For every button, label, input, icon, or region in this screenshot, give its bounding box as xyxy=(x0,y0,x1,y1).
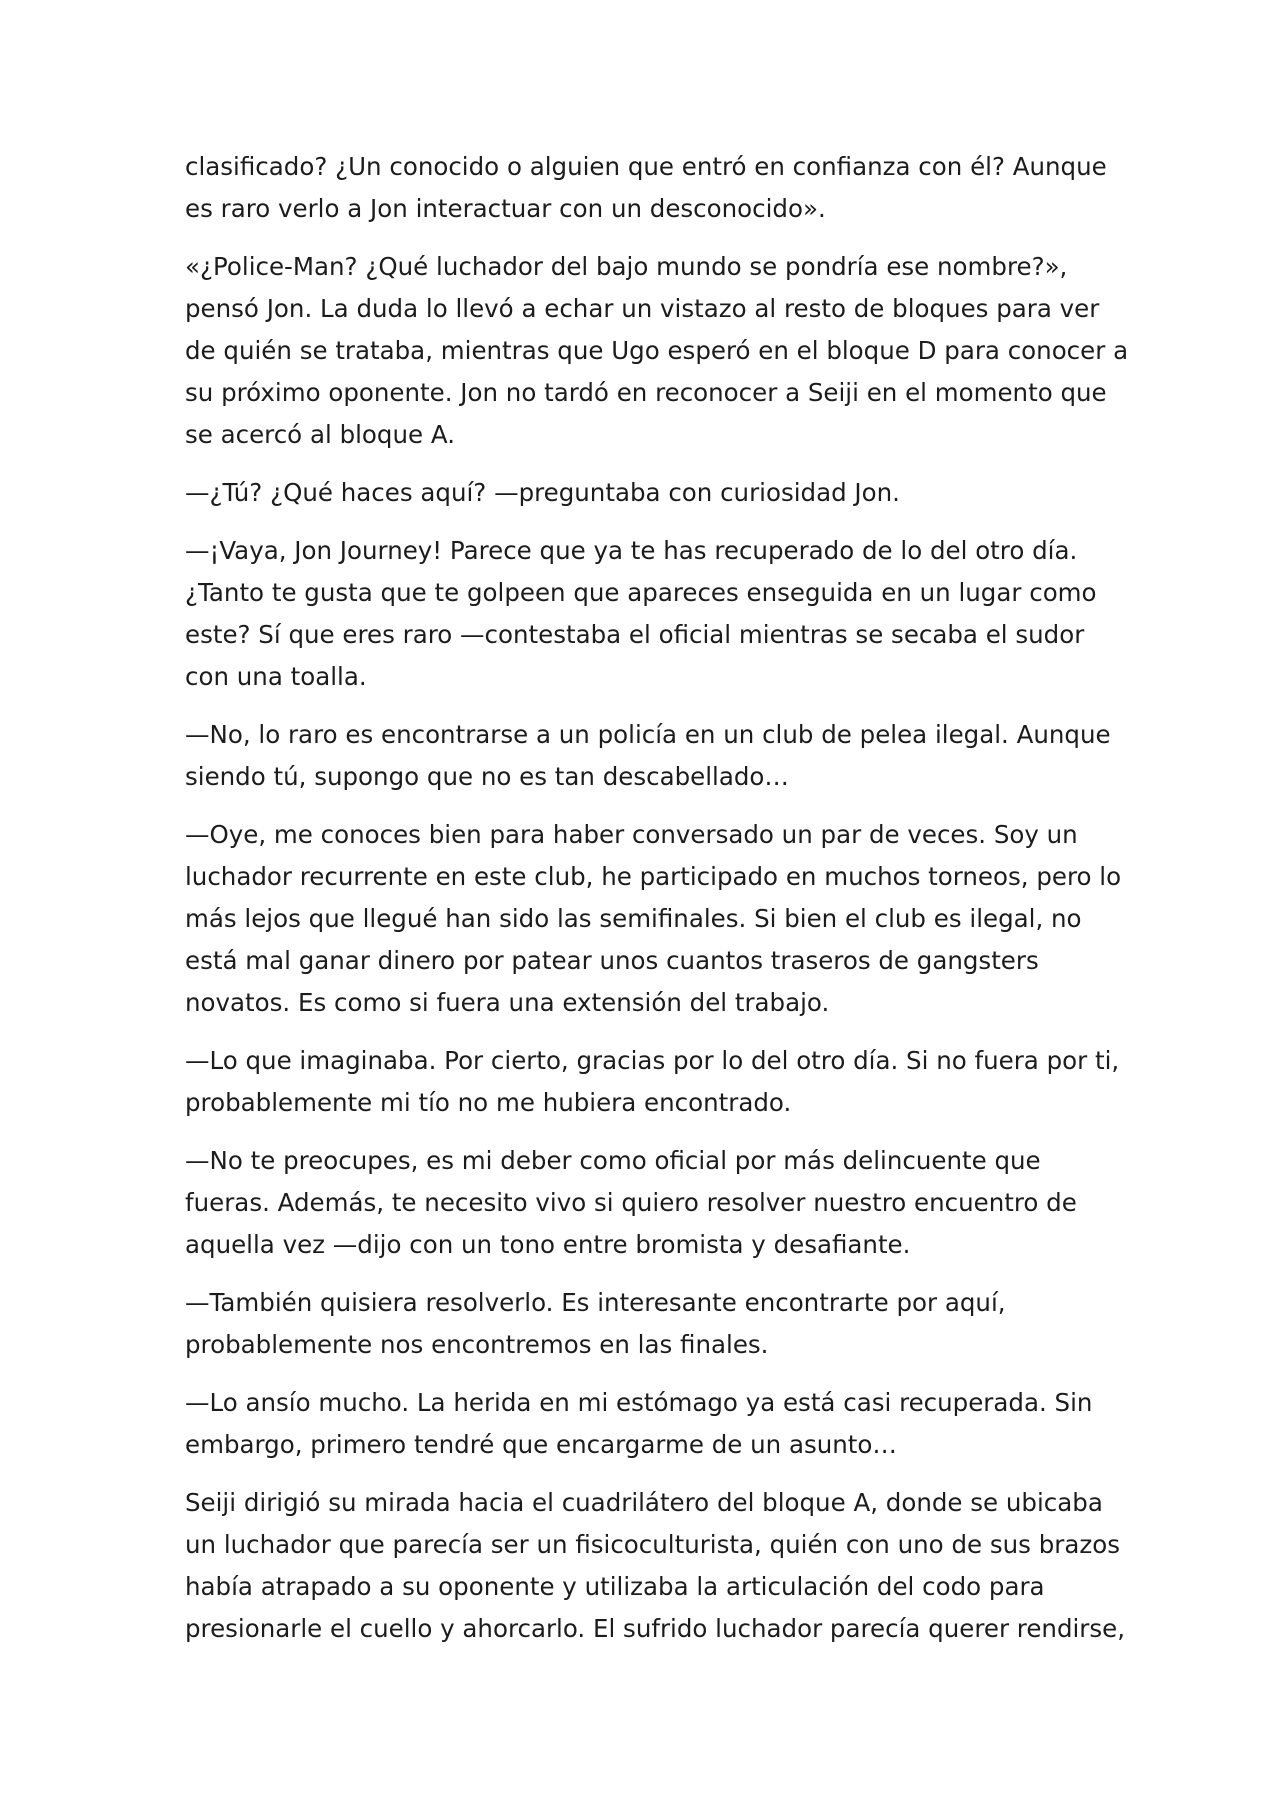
text-line: aquella vez —dijo con un tono entre bromista y desafiante. xyxy=(185,1230,911,1259)
paragraph xyxy=(185,1482,1125,1650)
paragraph xyxy=(185,1282,1105,1366)
text-line: —¿Tú? ¿Qué haces aquí? —preguntaba con curiosidad Jon. xyxy=(185,478,900,507)
text-line: está mal ganar dinero por patear unos cuantos traseros de gangsters xyxy=(185,946,1039,975)
text-line: embargo, primero tendré que encargarme de un asunto… xyxy=(185,1430,897,1459)
text-line: presionarle el cuello y ahorcarlo. El sufrido luchador parecía querer rendirse, xyxy=(185,1614,1125,1643)
text-line: luchador recurrente en este club, he participado en muchos torneos, pero lo xyxy=(185,862,1122,891)
text-line: ¿Tanto te gusta que te golpeen que apareces enseguida en un lugar como xyxy=(185,578,1097,607)
body-text xyxy=(185,146,1129,1666)
text-line: es raro verlo a Jon interactuar con un desconocido». xyxy=(185,194,826,223)
text-line: había atrapado a su oponente y utilizaba la articulación del codo para xyxy=(185,1572,1045,1601)
text-line: —También quisiera resolverlo. Es interesante encontrarte por aquí, xyxy=(185,1288,1006,1317)
paragraph xyxy=(185,472,1105,514)
text-line: fueras. Además, te necesito vivo si quiero resolver nuestro encuentro de xyxy=(185,1188,1077,1217)
paragraph xyxy=(185,246,1129,456)
text-line: probablemente mi tío no me hubiera encontrado. xyxy=(185,1088,792,1117)
text-line: —Lo ansío mucho. La herida en mi estómago ya está casi recuperada. Sin xyxy=(185,1388,1093,1417)
text-line: novatos. Es como si fuera una extensión del trabajo. xyxy=(185,988,830,1017)
text-line: más lejos que llegué han sido las semifinales. Si bien el club es ilegal, no xyxy=(185,904,1082,933)
text-line: —No te preocupes, es mi deber como oficial por más delincuente que xyxy=(185,1146,1041,1175)
text-line: su próximo oponente. Jon no tardó en reconocer a Seiji en el momento que xyxy=(185,378,1107,407)
paragraph xyxy=(185,146,1105,230)
paragraph xyxy=(185,814,1122,1024)
text-line: —¡Vaya, Jon Journey! Parece que ya te has recuperado de lo del otro día. xyxy=(185,536,1078,565)
paragraph xyxy=(185,1382,1105,1466)
text-line: clasificado? ¿Un conocido o alguien que entró en confianza con él? Aunque xyxy=(185,152,1107,181)
text-line: se acercó al bloque A. xyxy=(185,420,455,449)
text-line: «¿Police-Man? ¿Qué luchador del bajo mundo se pondría ese nombre?», xyxy=(185,252,1068,281)
text-line: de quién se trataba, mientras que Ugo esperó en el bloque D para conocer a xyxy=(185,336,1129,365)
text-line: pensó Jon. La duda lo llevó a echar un vistazo al resto de bloques para ver xyxy=(185,294,1100,323)
text-line: —Oye, me conoces bien para haber conversado un par de veces. Soy un xyxy=(185,820,1078,849)
text-line: un luchador que parecía ser un fisicoculturista, quién con uno de sus brazos xyxy=(185,1530,1120,1559)
text-line: Seiji dirigió su mirada hacia el cuadrilátero del bloque A, donde se ubicaba xyxy=(185,1488,1103,1517)
text-line: probablemente nos encontremos en las finales. xyxy=(185,1330,769,1359)
paragraph xyxy=(185,1040,1120,1124)
paragraph xyxy=(185,1140,1105,1266)
paragraph xyxy=(185,530,1105,698)
paragraph xyxy=(185,714,1111,798)
text-line: —Lo que imaginaba. Por cierto, gracias por lo del otro día. Si no fuera por ti, xyxy=(185,1046,1120,1075)
text-line: —No, lo raro es encontrarse a un policía en un club de pelea ilegal. Aunque xyxy=(185,720,1111,749)
text-line: con una toalla. xyxy=(185,662,367,691)
text-line: siendo tú, supongo que no es tan descabellado… xyxy=(185,762,789,791)
text-line: este? Sí que eres raro —contestaba el oficial mientras se secaba el sudor xyxy=(185,620,1085,649)
